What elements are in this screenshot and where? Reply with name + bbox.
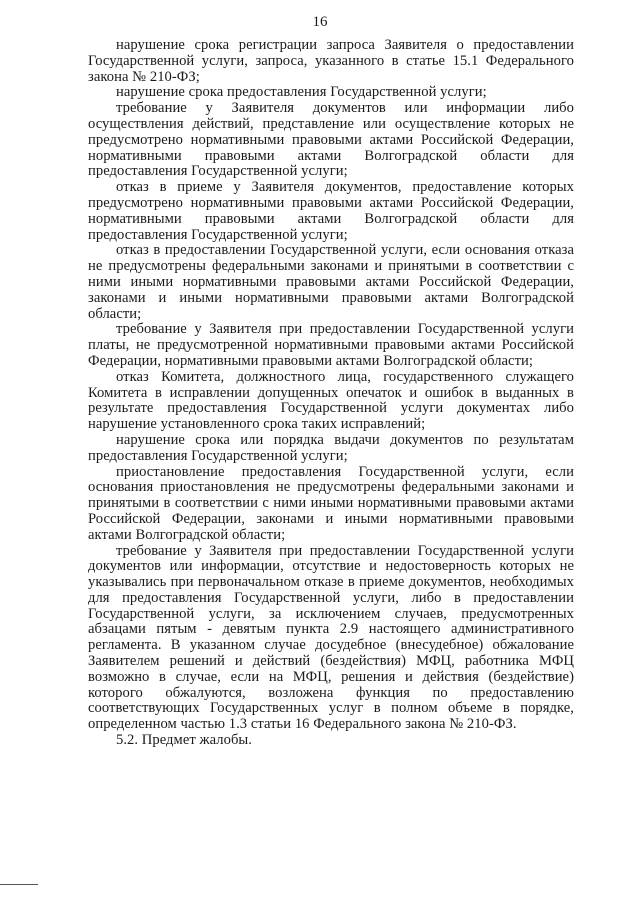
- document-body: [88, 38, 574, 749]
- paragraph: отказ Комитета, должностного лица, государственного служащего Комитета в исправлении допущенных опечаток и ошибок в выданных в результате предоставления Государственной услуги документах либо нарушение установленного срока таких исправлений;: [88, 368, 574, 433]
- paragraph: отказ в предоставлении Государственной услуги, если основания отказа не предусмотрены федеральными законами и принятыми в соответствии с ними иными нормативными правовыми актами Российской Федерации, законами и иными нормативными правовыми актами Волгоградской области;: [88, 242, 574, 322]
- paragraph: нарушение срока или порядка выдачи документов по результатам предоставления Государственной услуги;: [88, 431, 574, 464]
- paragraph: нарушение срока регистрации запроса Заявителя о предоставлении Государственной услуги, запроса, указанного в статье 15.1 Федерального закона № 210-ФЗ;: [88, 37, 574, 85]
- page-number: 16: [312, 14, 328, 30]
- paragraph: требование у Заявителя при предоставлении Государственной услуги платы, не предусмотренной нормативными правовыми актами Российской Федерации, нормативными правовыми актами Волгоградской области;: [88, 321, 574, 369]
- footer-rule: [0, 884, 38, 885]
- paragraph: требование у Заявителя документов или информации либо осуществления действий, представление или осуществление которых не предусмотрено нормативными правовыми актами Российской Федерации, нормативными правовыми актами Волгоградской области для предоставления Государственной услуги;: [88, 100, 574, 180]
- section-heading: 5.2. Предмет жалобы.: [116, 732, 252, 749]
- paragraph: требование у Заявителя при предоставлении Государственной услуги документов или информации, отсутствие и недостоверность которых не указывались при первоначальном отказе в приеме документов, необходимых для предоставления Государственной услуги, либо в предоставлении Государственной услуги, за исключением случаев, предусмотренных абзацами пятым - девятым пункта 2.9 настоящего административного регламента. В указанном случае досудебное (внесудебное) обжалование Заявителем решений и действий (бездействия) МФЦ, работника МФЦ возможно в случае, если на МФЦ, решения и действия (бездействие) которого обжалуются, возложена функция по предоставлению соответствующих Государственных услуг в полном объеме в порядке, определенном частью 1.3 статьи 16 Федерального закона № 210-ФЗ.: [88, 542, 574, 733]
- paragraph: приостановление предоставления Государственной услуги, если основания приостановления не предусмотрены федеральными законами и принятыми в соответствии с ними иными нормативными правовыми актами Российской Федерации, законами и иными нормативными правовыми актами Волгоградской области;: [88, 463, 574, 543]
- paragraph: отказ в приеме у Заявителя документов, предоставление которых предусмотрено нормативными правовыми актами Российской Федерации, нормативными правовыми актами Волгоградской области для предоставления Государственной услуги;: [88, 179, 574, 243]
- paragraph: нарушение срока предоставления Государственной услуги;: [116, 84, 487, 101]
